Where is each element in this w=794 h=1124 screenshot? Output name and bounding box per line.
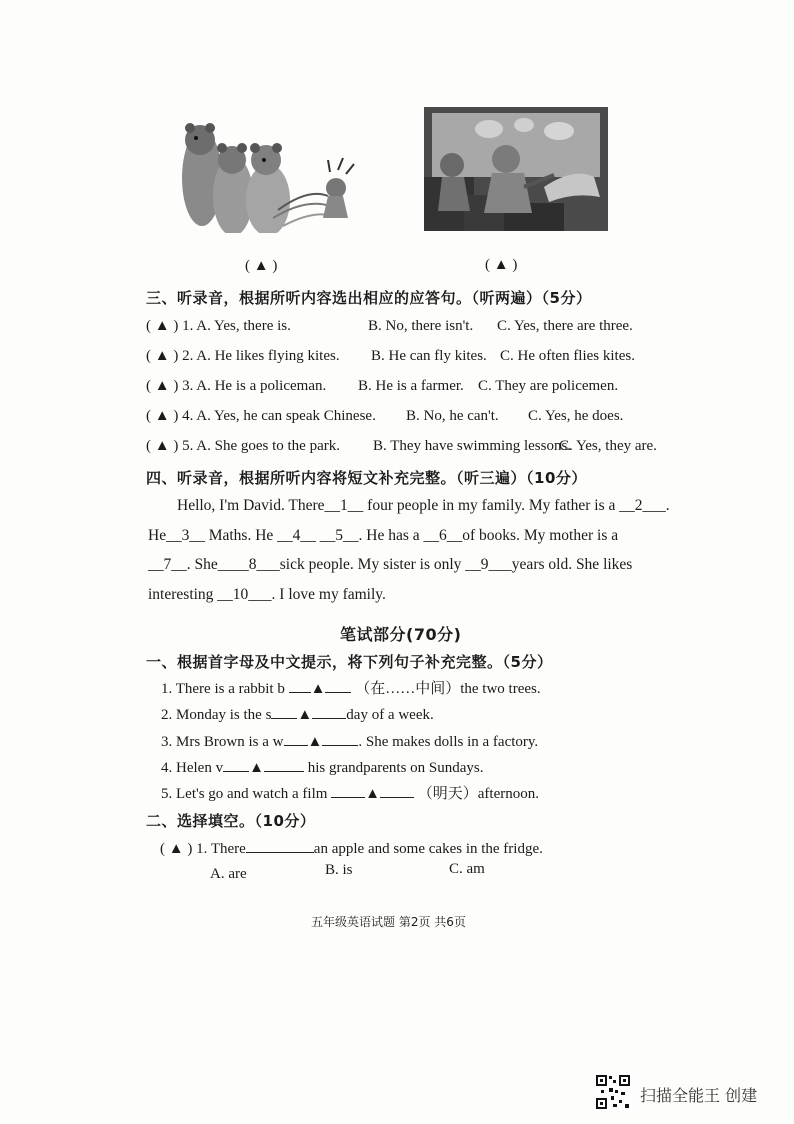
- blank-marker: ▲: [249, 760, 264, 776]
- part3-q5-b: B. They have swimming lessons.: [373, 438, 572, 454]
- part3-q2: [146, 348, 340, 365]
- item-text: 1. There is a rabbit b: [161, 681, 285, 697]
- blank-marker: ▲: [365, 786, 381, 802]
- answer-blank[interactable]: ( ▲ ): [160, 841, 193, 857]
- fill-blank[interactable]: [271, 704, 297, 719]
- cinema-scene-image: [424, 107, 608, 231]
- answer-blank[interactable]: ( ▲ ): [146, 348, 179, 364]
- blank-marker: ▲: [297, 707, 313, 723]
- page-footer: 五年级英语试题 第2页 共6页: [311, 915, 466, 929]
- option-a: 2. A. He likes flying kites.: [182, 348, 340, 364]
- part3-q1-b: B. No, there isn't.: [368, 318, 474, 334]
- item-text: （在……中间）the two trees.: [355, 681, 541, 697]
- scanner-watermark: 扫描全能王 创建: [640, 1086, 758, 1105]
- item-text: 4. Helen v: [161, 760, 224, 776]
- w2-q1-option-b[interactable]: B. is: [325, 862, 353, 878]
- fill-blank[interactable]: [289, 678, 311, 693]
- answer-blank[interactable]: ( ▲ ): [146, 378, 179, 394]
- fill-blank[interactable]: [331, 783, 365, 798]
- part4-line-3: __7__. She____8___sick people. My sister is only __9___years old. She likes: [148, 556, 633, 573]
- part4-line-1: Hello, I'm David. There__1__ four people in my family. My father is a __2___.: [177, 497, 670, 514]
- part3-q1: [146, 318, 291, 335]
- item-text: （明天）afternoon.: [417, 786, 539, 802]
- part3-q4: [146, 408, 376, 425]
- item-text: . She makes dolls in a factory.: [358, 734, 539, 750]
- image-answer-2[interactable]: ( ▲ ): [485, 257, 518, 273]
- item-text: 2. Monday is the s: [161, 707, 272, 723]
- option-a: 3. A. He is a policeman.: [182, 378, 327, 394]
- fill-blank[interactable]: [264, 757, 304, 772]
- item-text: 5. Let's go and watch a film: [161, 786, 328, 802]
- question-text: 1. There: [196, 841, 246, 857]
- fill-blank[interactable]: [223, 757, 249, 772]
- part3-q3-b: B. He is a farmer.: [358, 378, 464, 394]
- w1-title: 一、根据首字母及中文提示，将下列句子补充完整。（5分）: [146, 653, 553, 671]
- fill-blank[interactable]: [284, 731, 308, 746]
- option-a: 5. A. She goes to the park.: [182, 438, 340, 454]
- part3-q5: [146, 438, 340, 455]
- fill-blank[interactable]: [380, 783, 414, 798]
- question-text: an apple and some cakes in the fridge.: [313, 841, 543, 857]
- w1-item-5: [161, 782, 539, 803]
- fill-blank[interactable]: [312, 704, 346, 719]
- w1-item-3: [161, 731, 538, 751]
- w2-q1: [160, 838, 543, 858]
- item-text: 3. Mrs Brown is a w: [161, 734, 284, 750]
- option-a: 1. A. Yes, there is.: [182, 318, 291, 334]
- part3-q1-c: C. Yes, there are three.: [497, 318, 633, 334]
- w2-q1-option-c[interactable]: C. am: [449, 861, 485, 877]
- fill-blank[interactable]: [246, 838, 314, 853]
- part4-title: 四、听录音，根据所听内容将短文补充完整。（听三遍）（10分）: [146, 469, 587, 487]
- blank-marker: ▲: [307, 734, 323, 750]
- answer-blank[interactable]: ( ▲ ): [146, 318, 179, 334]
- w1-item-1: [161, 677, 541, 698]
- w2-title: 二、选择填空。（10分）: [146, 812, 316, 830]
- item-text: day of a week.: [346, 707, 434, 723]
- item-text: his grandparents on Sundays.: [307, 760, 484, 776]
- part3-q3: [146, 378, 326, 395]
- part4-line-2: He__3__ Maths. He __4__ __5__. He has a __6__of books. My mother is a: [148, 527, 619, 544]
- part3-q2-b: B. He can fly kites.: [371, 348, 487, 364]
- image-answer-1[interactable]: ( ▲ ): [245, 258, 278, 274]
- written-heading: 笔试部分(70分): [340, 625, 462, 644]
- answer-blank[interactable]: ( ▲ ): [146, 408, 179, 424]
- part3-q4-b: B. No, he can't.: [406, 408, 499, 424]
- part3-title: 三、听录音，根据所听内容选出相应的应答句。（听两遍）（5分）: [146, 289, 592, 307]
- answer-blank[interactable]: ( ▲ ): [146, 438, 179, 454]
- part3-q5-c: C. Yes, they are.: [559, 438, 657, 454]
- part3-q3-c: C. They are policemen.: [478, 378, 619, 394]
- part3-q4-c: C. Yes, he does.: [528, 408, 624, 424]
- part3-q2-c: C. He often flies kites.: [500, 348, 635, 364]
- fill-blank[interactable]: [322, 731, 358, 746]
- w1-item-2: [161, 704, 434, 724]
- bears-cartoon-image: [178, 118, 358, 233]
- w1-item-4: [161, 757, 484, 777]
- part4-line-4: interesting __10___. I love my family.: [148, 586, 386, 603]
- fill-blank[interactable]: [325, 678, 351, 693]
- w2-q1-option-a[interactable]: A. are: [210, 866, 247, 882]
- qr-code-icon: [595, 1074, 631, 1110]
- option-a: 4. A. Yes, he can speak Chinese.: [182, 408, 376, 424]
- blank-marker: ▲: [310, 681, 326, 697]
